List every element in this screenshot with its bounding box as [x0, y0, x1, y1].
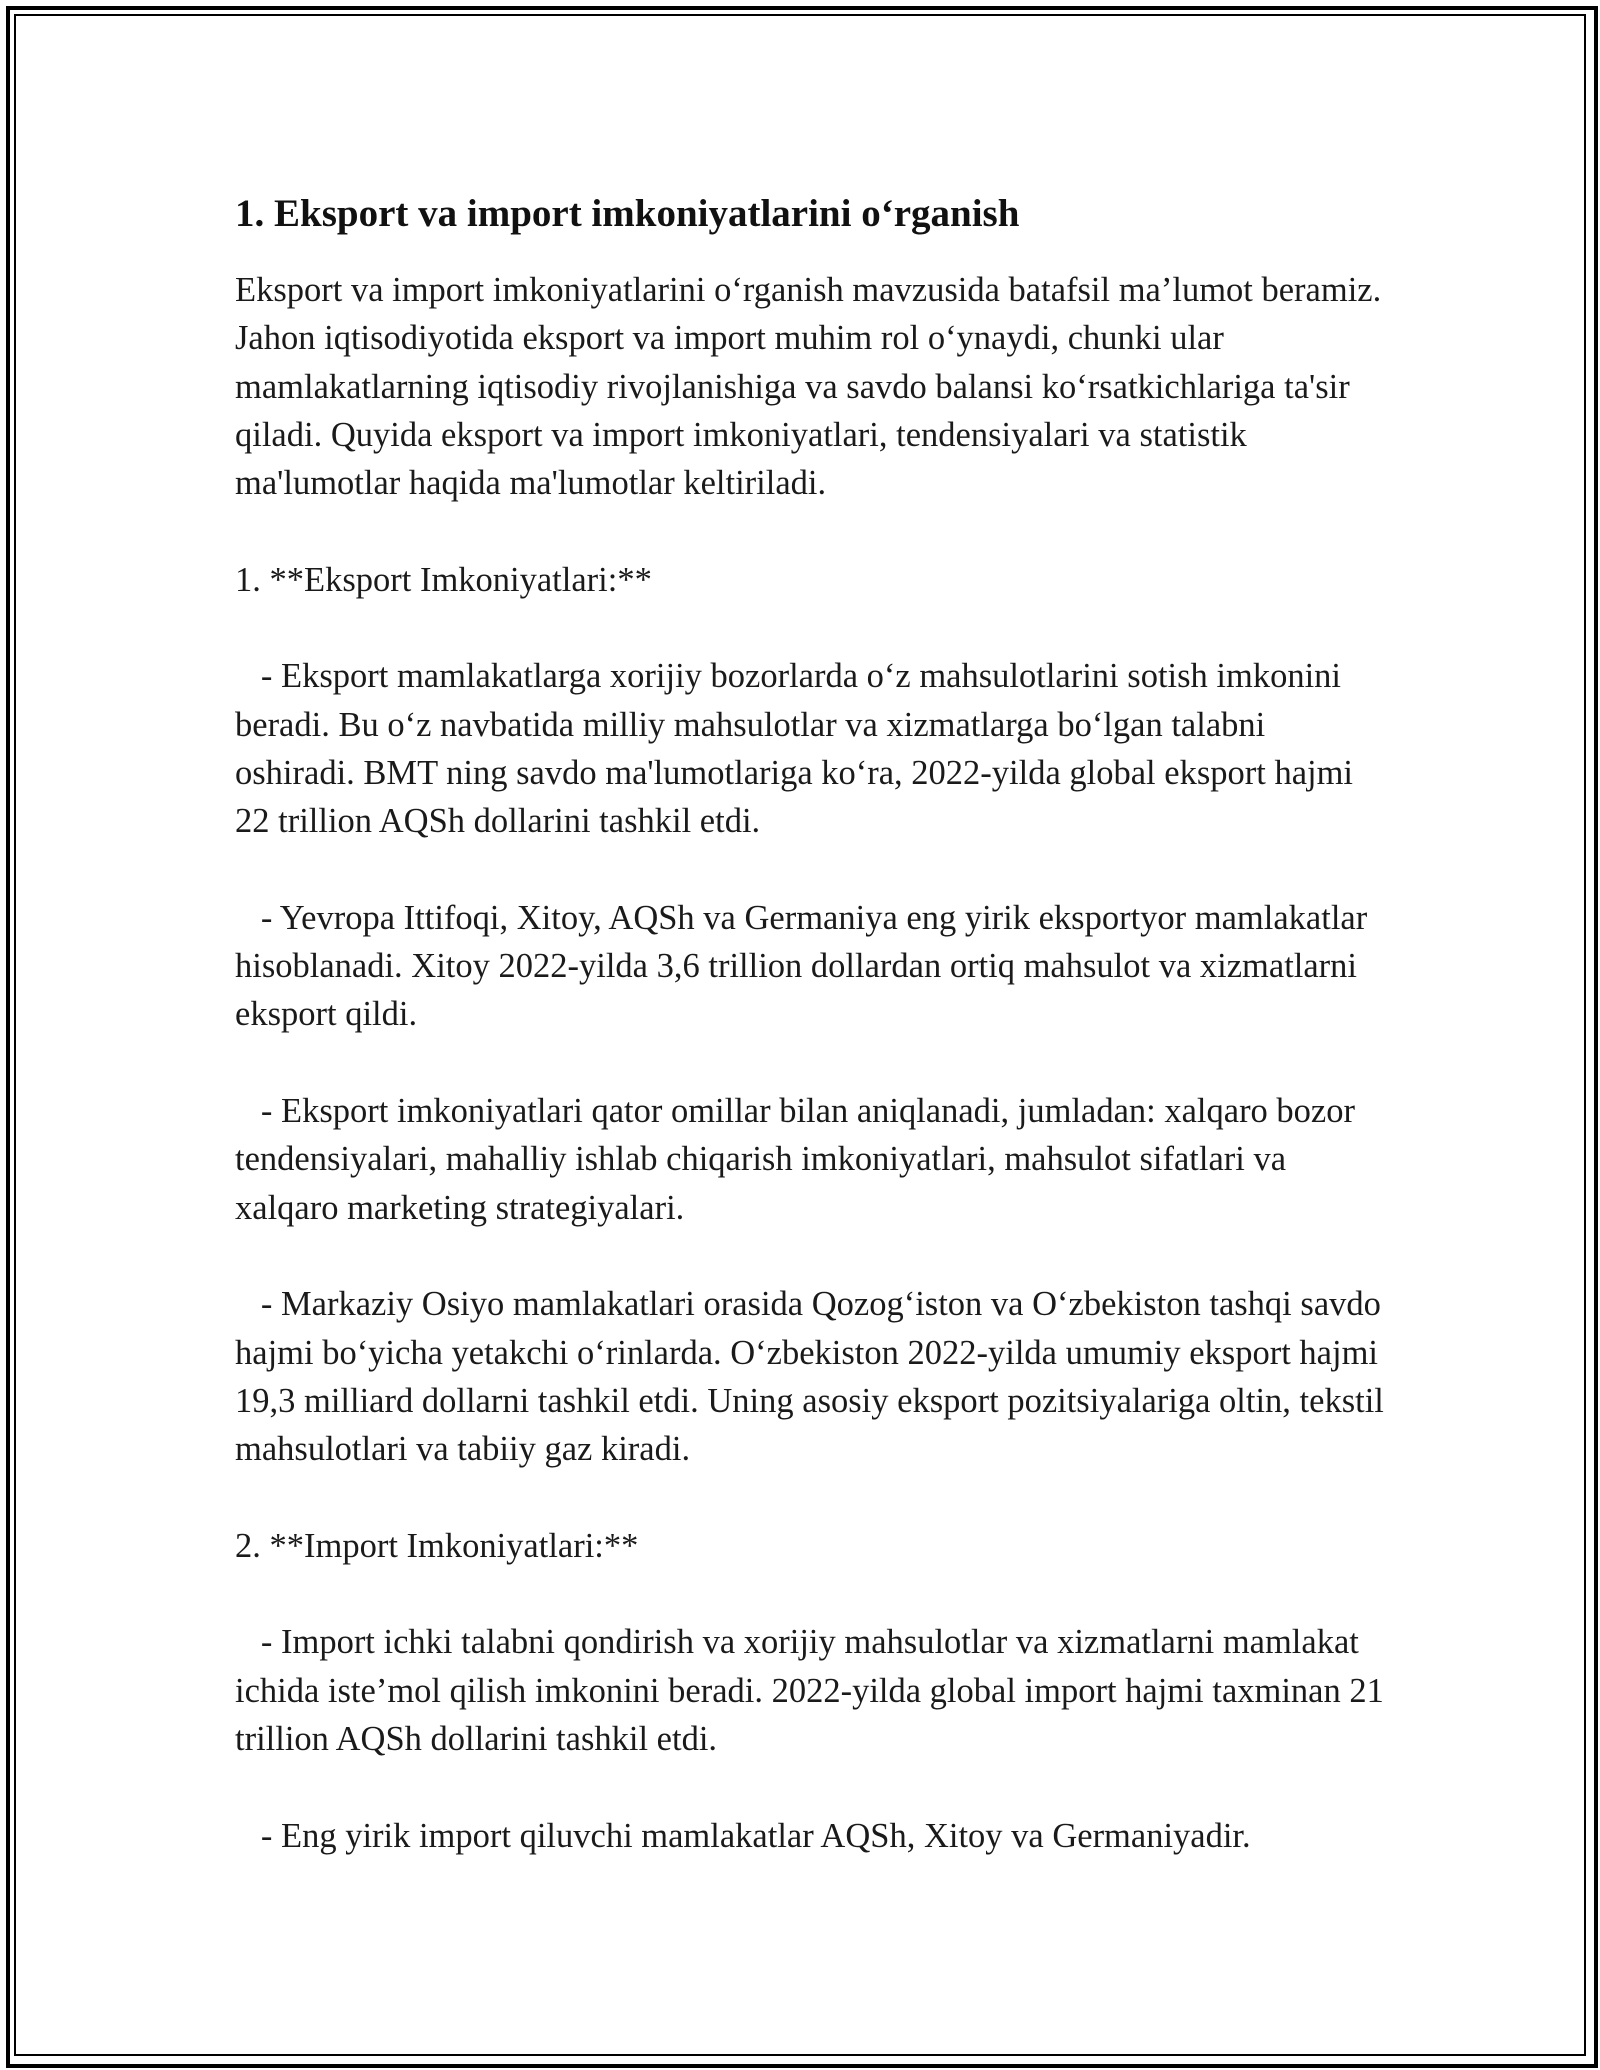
section-heading-export: 1. **Eksport Imkoniyatlari:**: [235, 560, 652, 599]
export-point-4: - Markaziy Osiyo mamlakatlari orasida Qozog‘iston va O‘zbekiston tashqi savdo hajmi bo‘yicha yetakchi o‘rinlarda. O‘zbekiston 2022-yilda umumiy eksport hajmi 19,3 milliard dollarni tashkil etdi. Uning asosiy eksport pozitsiyalariga oltin, tekstil mahsulotlari va tabiiy gaz kiradi.: [235, 1285, 1393, 1469]
paragraph-spacer: [235, 846, 1385, 894]
import-point-2: - Eng yirik import qiluvchi mamlakatlar AQSh, Xitoy va Germaniyadir.: [235, 1816, 1251, 1855]
paragraph-spacer: [235, 604, 1385, 652]
document-title: 1. Eksport va import imkoniyatlarini o‘rganish: [235, 192, 1020, 235]
document-body: [235, 188, 1393, 1860]
paragraph-spacer: [235, 507, 1385, 555]
paragraph-spacer: [235, 1232, 1385, 1280]
export-point-1: - Eksport mamlakatlarga xorijiy bozorlarda o‘z mahsulotlarini sotish imkonini beradi. Bu o‘z navbatida milliy mahsulotlar va xizmatlarga bo‘lgan talabni oshiradi. BMT ning savdo ma'lumotlariga ko‘ra, 2022-yilda global eksport hajmi 22 trillion AQSh dollarini tashkil etdi.: [235, 657, 1362, 841]
export-point-2: - Yevropa Ittifoqi, Xitoy, AQSh va Germaniya eng yirik eksportyor mamlakatlar hisoblanadi. Xitoy 2022-yilda 3,6 trillion dollardan ortiq mahsulot va xizmatlarni eksport qildi.: [235, 898, 1376, 1034]
import-point-1: - Import ichki talabni qondirish va xorijiy mahsulotlar va xizmatlarni mamlakat ichida iste’mol qilish imkonini beradi. 2022-yilda global import hajmi taxminan 21 trillion AQSh dollarini tashkil etdi.: [235, 1623, 1393, 1758]
intro-paragraph: Eksport va import imkoniyatlarini o‘rganish mavzusida batafsil ma’lumot beramiz. Jahon iqtisodiyotida eksport va import muhim rol o‘ynaydi, chunki ular mamlakatlarning iqtisodiy rivojlanishiga va savdo balansi ko‘rsatkichlariga ta'sir qiladi. Quyida eksport va import imkoniyatlari, tendensiyalari va statistik ma'lumotlar haqida ma'lumotlar keltiriladi.: [235, 271, 1382, 503]
paragraph-spacer: [235, 1763, 1385, 1811]
paragraph-spacer: [235, 1039, 1385, 1087]
export-point-3: - Eksport imkoniyatlari qator omillar bilan aniqlanadi, jumladan: xalqaro bozor tendensiyalari, mahalliy ishlab chiqarish imkoniyatlari, mahsulot sifatlari va xalqaro marketing strategiyalari.: [235, 1092, 1364, 1227]
paragraph-spacer: [235, 1473, 1385, 1521]
section-heading-import: 2. **Import Imkoniyatlari:**: [235, 1526, 639, 1565]
paragraph-spacer: [235, 1570, 1385, 1618]
